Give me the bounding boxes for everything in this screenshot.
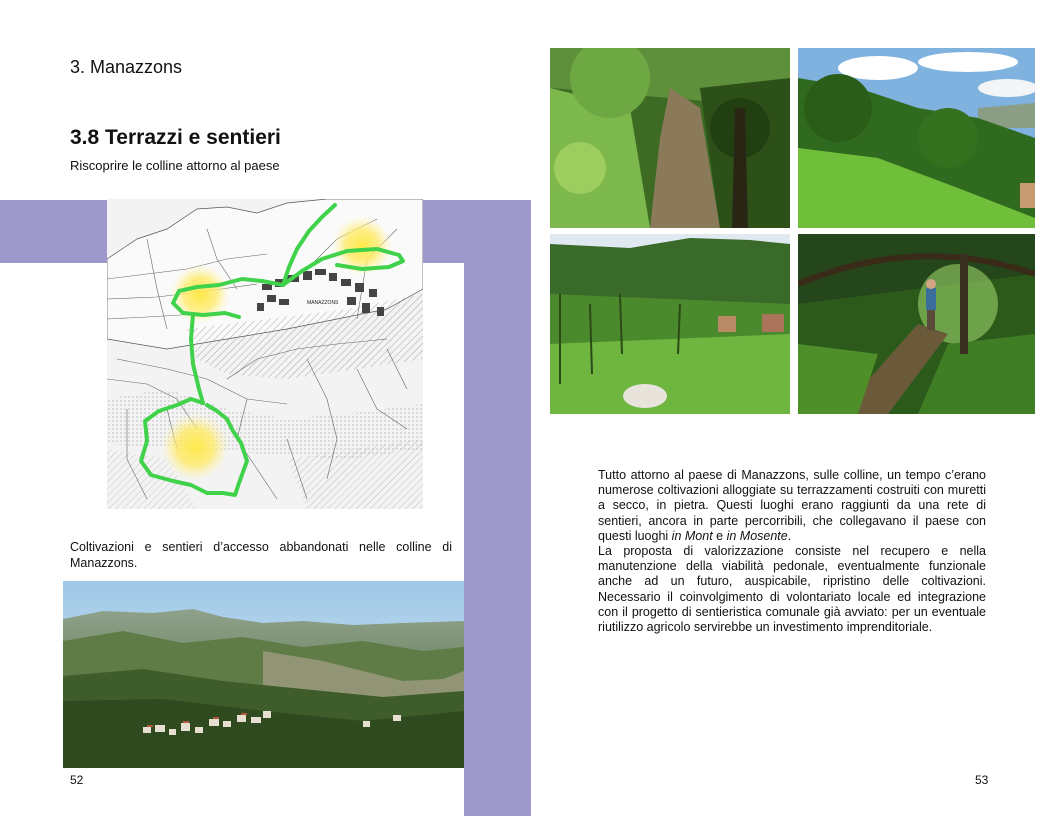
body-paragraph-1	[598, 468, 986, 544]
body-text-run: Tutto attorno al paese di Manazzons, sulle colline, un tempo c’erano numerose coltivazioni alloggiate su terrazzamenti costruiti con muretti a secco, in pietra. Questi luoghi erano raggiunti da una rete di sentieri, ancora in parte percorribili, che collegavano il paese con questi luoghi	[598, 468, 986, 543]
photo-green-hillside	[798, 48, 1035, 228]
page-number-right: 53	[975, 773, 989, 787]
section-title: 3.8 Terrazzi e sentieri	[70, 126, 281, 149]
map-village-label: MANAZZONS	[307, 300, 339, 306]
chapter-heading: 3. Manazzons	[70, 57, 183, 77]
photo-hiker-trail	[798, 234, 1035, 414]
accent-band-vertical	[464, 200, 531, 816]
photo-forest-path	[550, 48, 790, 228]
landscape-photo	[63, 581, 464, 768]
trail-map	[107, 199, 423, 509]
place-name-in-mosente: in Mosente	[726, 528, 788, 543]
place-name-in-mont: in Mont	[671, 528, 713, 543]
body-paragraph-2: La proposta di valorizzazione consiste nel recupero e nella manutenzione della viabilità pedonale, eventualmente funzionale anche ad un futuro, auspicabile, ripristino delle coltivazioni. Necessario il coinvolgimento di volontariato locale ed integrazione con il progetto di sentieristica comunale già avviato: per un eventuale riutilizzo agricolo servirebbe un investimento imprenditoriale.	[598, 544, 986, 635]
section-subtitle: Riscoprire le colline attorno al paese	[70, 158, 280, 173]
body-text-run: e	[712, 528, 727, 543]
page-number-left: 52	[70, 773, 84, 787]
body-text	[598, 468, 986, 635]
photo-overgrown-terraces	[550, 234, 790, 414]
body-text-run: .	[787, 528, 792, 543]
map-caption: Coltivazioni e sentieri d’accesso abbandonati nelle colline di Manazzons.	[70, 540, 452, 570]
